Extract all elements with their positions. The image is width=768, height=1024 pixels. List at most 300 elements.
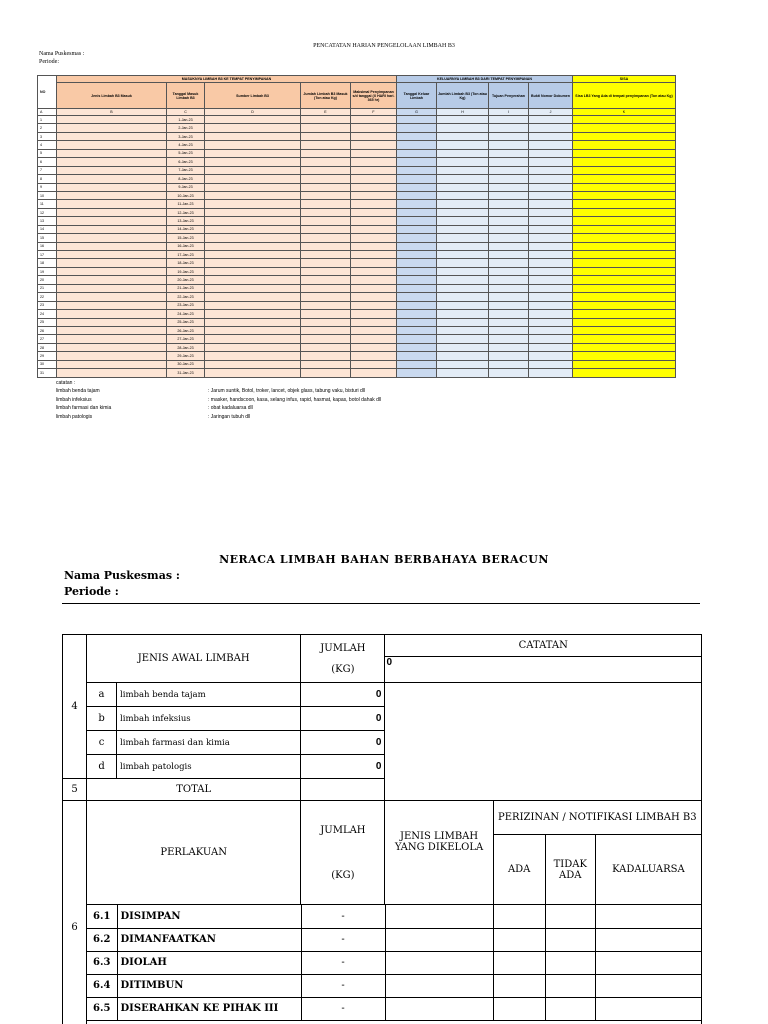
table-cell xyxy=(397,191,437,199)
section4-number: 4 xyxy=(63,635,87,779)
table-cell xyxy=(437,132,489,140)
table-cell xyxy=(351,208,397,216)
item-value: - xyxy=(301,974,385,997)
header-no: NO xyxy=(38,76,57,109)
table-cell xyxy=(529,310,573,318)
note-label: limbah benda tajam xyxy=(56,388,100,394)
table-cell xyxy=(397,343,437,351)
table-cell xyxy=(57,293,167,301)
table-cell xyxy=(205,267,301,275)
table-cell xyxy=(545,974,595,997)
table-cell xyxy=(437,267,489,275)
table-cell xyxy=(489,225,529,233)
table-cell xyxy=(385,928,493,951)
table-cell xyxy=(301,183,351,191)
table-cell xyxy=(595,997,701,1020)
jenis-dikelola-header: JENIS LIMBAH YANG DIKELOLA xyxy=(385,801,493,905)
header-sisa: Sisa LB3 Yang Ada di tempat penyimpanan (Ton atau Kg) xyxy=(573,83,676,109)
table-cell xyxy=(205,200,301,208)
table-cell xyxy=(351,301,397,309)
table-cell xyxy=(489,141,529,149)
table-row xyxy=(38,149,676,157)
table-cell xyxy=(397,242,437,250)
table-cell xyxy=(489,132,529,140)
row-number: 5 xyxy=(38,149,57,157)
table-cell xyxy=(595,905,701,928)
table-cell xyxy=(573,369,676,377)
table-cell xyxy=(489,251,529,259)
table-row xyxy=(38,166,676,174)
table-row xyxy=(38,259,676,267)
table-cell xyxy=(397,293,437,301)
table-cell xyxy=(489,276,529,284)
table-cell xyxy=(529,200,573,208)
column-code: B xyxy=(57,109,167,116)
table-cell xyxy=(437,343,489,351)
table-cell xyxy=(397,200,437,208)
table-cell xyxy=(57,310,167,318)
row-number: 28 xyxy=(38,343,57,351)
table-cell xyxy=(385,974,493,997)
table-row xyxy=(38,141,676,149)
table-row xyxy=(38,191,676,199)
table-cell xyxy=(351,343,397,351)
section6-jumlah-header xyxy=(301,801,385,905)
table-cell xyxy=(397,234,437,242)
row-date: 27-Jan-23 xyxy=(167,335,205,343)
table-cell xyxy=(57,369,167,377)
row-number: 27 xyxy=(38,335,57,343)
item-code: b xyxy=(87,707,117,731)
table-cell xyxy=(57,267,167,275)
table-cell xyxy=(351,191,397,199)
table-cell xyxy=(397,318,437,326)
row-number: 25 xyxy=(38,318,57,326)
row-number: 12 xyxy=(38,208,57,216)
unit-label: (KG) xyxy=(331,869,355,881)
table-cell xyxy=(489,267,529,275)
table-cell xyxy=(397,369,437,377)
table-cell xyxy=(205,141,301,149)
note-label: limbah patologis xyxy=(56,413,93,420)
table-cell xyxy=(301,293,351,301)
row-number: 17 xyxy=(38,251,57,259)
table-cell xyxy=(301,259,351,267)
table-cell xyxy=(205,124,301,132)
table-cell xyxy=(529,318,573,326)
table-cell xyxy=(489,352,529,360)
item-name: limbah infeksius xyxy=(117,707,301,731)
table-cell xyxy=(437,124,489,132)
table-cell xyxy=(351,132,397,140)
table-cell xyxy=(301,369,351,377)
row-date: 6-Jan-23 xyxy=(167,158,205,166)
table-cell xyxy=(489,259,529,267)
table-cell xyxy=(493,974,545,997)
row-date: 7-Jan-23 xyxy=(167,166,205,174)
table-cell xyxy=(573,183,676,191)
table-cell xyxy=(529,293,573,301)
item-value: - xyxy=(301,905,385,928)
table-cell xyxy=(573,360,676,368)
table-cell xyxy=(301,343,351,351)
header-sumber: Sumber Limbah B3 xyxy=(205,83,301,109)
row-date: 13-Jan-23 xyxy=(167,217,205,225)
row-date: 3-Jan-23 xyxy=(167,132,205,140)
item-name: limbah patologis xyxy=(117,755,301,779)
table-cell xyxy=(397,208,437,216)
kadaluarsa-header: KADALUARSA xyxy=(595,835,701,905)
header-maksimal: Maksimal Penyimpanan s/d tanggal (X HARI hari. 365 hr) xyxy=(351,83,397,109)
table-cell xyxy=(397,132,437,140)
table-row xyxy=(38,343,676,351)
table-cell xyxy=(205,217,301,225)
table-cell xyxy=(351,141,397,149)
table-row xyxy=(38,175,676,183)
table-cell xyxy=(397,326,437,334)
column-code: I xyxy=(489,109,529,116)
table-cell xyxy=(57,284,167,292)
table-cell xyxy=(351,251,397,259)
table-cell xyxy=(573,149,676,157)
table-cell xyxy=(573,251,676,259)
item-value: - xyxy=(301,951,385,974)
table-cell xyxy=(301,116,351,124)
table-row xyxy=(38,352,676,360)
row-date: 19-Jan-23 xyxy=(167,267,205,275)
row-date: 14-Jan-23 xyxy=(167,225,205,233)
table-row xyxy=(38,360,676,368)
table-row xyxy=(38,116,676,124)
table-cell xyxy=(397,158,437,166)
table-cell xyxy=(489,183,529,191)
row-number: 21 xyxy=(38,284,57,292)
row-date: 11-Jan-23 xyxy=(167,200,205,208)
table-cell xyxy=(437,191,489,199)
total-value xyxy=(301,779,385,801)
table-cell xyxy=(301,326,351,334)
total-label: TOTAL xyxy=(87,779,301,801)
table-row xyxy=(87,997,701,1020)
table-cell xyxy=(205,149,301,157)
table-cell xyxy=(573,116,676,124)
table-cell xyxy=(397,141,437,149)
table-cell xyxy=(573,301,676,309)
column-code: K xyxy=(573,109,676,116)
header-jumlah-keluar: Jumlah Limbah B3 (Ton atau Kg) xyxy=(437,83,489,109)
table-cell xyxy=(351,293,397,301)
table-cell xyxy=(529,352,573,360)
row-number: 19 xyxy=(38,267,57,275)
table-cell xyxy=(595,928,701,951)
table-cell xyxy=(301,141,351,149)
table-cell xyxy=(57,116,167,124)
table-cell xyxy=(205,242,301,250)
table-cell xyxy=(57,259,167,267)
table-cell xyxy=(57,242,167,250)
table-cell xyxy=(205,259,301,267)
table-cell xyxy=(205,234,301,242)
item-value: 0 xyxy=(301,755,385,779)
table-cell xyxy=(301,242,351,250)
table-cell xyxy=(57,149,167,157)
table-cell xyxy=(545,905,595,928)
table-cell xyxy=(437,242,489,250)
table-cell xyxy=(573,208,676,216)
table-cell xyxy=(397,225,437,233)
item-name: DIMANFAATKAN xyxy=(117,928,301,951)
table-cell xyxy=(529,242,573,250)
table-cell xyxy=(489,200,529,208)
row-number: 10 xyxy=(38,191,57,199)
table-cell xyxy=(489,301,529,309)
item-value: 0 xyxy=(301,683,385,707)
column-code: F xyxy=(351,109,397,116)
row-number: 9 xyxy=(38,183,57,191)
table-cell xyxy=(573,326,676,334)
item-code: 6.4 xyxy=(87,974,117,997)
table-cell xyxy=(397,259,437,267)
row-date: 8-Jan-23 xyxy=(167,175,205,183)
table-cell xyxy=(489,310,529,318)
table-cell xyxy=(397,166,437,174)
table-cell xyxy=(573,284,676,292)
table-row xyxy=(38,293,676,301)
table-cell xyxy=(529,335,573,343)
table-cell xyxy=(205,369,301,377)
table-cell xyxy=(351,166,397,174)
table-cell xyxy=(437,335,489,343)
table-cell xyxy=(489,318,529,326)
item-code: c xyxy=(87,731,117,755)
table-cell xyxy=(57,360,167,368)
perlakuan-table xyxy=(87,905,701,1021)
row-date: 2-Jan-23 xyxy=(167,124,205,132)
table-cell xyxy=(529,251,573,259)
table-cell xyxy=(573,175,676,183)
table-cell xyxy=(397,183,437,191)
row-date: 17-Jan-23 xyxy=(167,251,205,259)
row-number: 4 xyxy=(38,141,57,149)
table-cell xyxy=(301,301,351,309)
table-cell xyxy=(397,251,437,259)
table-row xyxy=(38,225,676,233)
table-cell xyxy=(437,217,489,225)
table-cell xyxy=(351,225,397,233)
table-cell xyxy=(205,191,301,199)
item-name: DITIMBUN xyxy=(117,974,301,997)
table-cell xyxy=(301,149,351,157)
header-bukti: Bukti Nomor Dokumen xyxy=(529,83,573,109)
table-cell xyxy=(573,132,676,140)
column-code: D xyxy=(205,109,301,116)
row-date: 15-Jan-23 xyxy=(167,234,205,242)
table-cell xyxy=(529,234,573,242)
row-number: 29 xyxy=(38,352,57,360)
table-cell xyxy=(205,284,301,292)
item-code: d xyxy=(87,755,117,779)
item-value: 0 xyxy=(301,707,385,731)
neraca-title: NERACA LIMBAH BAHAN BERBAHAYA BERACUN xyxy=(219,553,549,566)
table-cell xyxy=(529,191,573,199)
table-cell xyxy=(529,343,573,351)
header-tanggal-masuk: Tanggal Masuk Limbah B3 xyxy=(167,83,205,109)
divider xyxy=(62,603,700,604)
table-cell xyxy=(529,183,573,191)
table-row xyxy=(38,276,676,284)
table-row xyxy=(38,242,676,250)
table-cell xyxy=(301,335,351,343)
table-cell xyxy=(351,183,397,191)
table-cell xyxy=(573,166,676,174)
row-date: 1-Jan-23 xyxy=(167,116,205,124)
table-cell xyxy=(351,326,397,334)
table-cell xyxy=(437,352,489,360)
table-cell xyxy=(437,175,489,183)
table-cell xyxy=(437,284,489,292)
row-date: 29-Jan-23 xyxy=(167,352,205,360)
group-header-keluar: KELUARNYA LIMBAH B3 DARI TEMPAT PENYIMPANAN xyxy=(397,76,573,83)
table-cell xyxy=(489,175,529,183)
table-cell xyxy=(529,116,573,124)
table-row xyxy=(38,326,676,334)
table-cell xyxy=(57,175,167,183)
table-cell xyxy=(573,141,676,149)
table-cell xyxy=(351,234,397,242)
table-cell xyxy=(573,343,676,351)
table-cell xyxy=(529,284,573,292)
table-cell xyxy=(437,116,489,124)
header-tujuan: Tujuan Penyerahan xyxy=(489,83,529,109)
table-cell xyxy=(489,369,529,377)
row-date: 26-Jan-23 xyxy=(167,326,205,334)
table-row xyxy=(38,124,676,132)
table-cell xyxy=(397,267,437,275)
table-cell xyxy=(493,928,545,951)
header-tanggal-keluar: Tanggal Keluar Limbah xyxy=(397,83,437,109)
jumlah-label: JUMLAH xyxy=(320,642,366,654)
item-name: DIOLAH xyxy=(117,951,301,974)
table-cell xyxy=(529,208,573,216)
table-cell xyxy=(573,310,676,318)
table-row xyxy=(38,251,676,259)
table-cell xyxy=(529,141,573,149)
table-cell xyxy=(205,360,301,368)
table-cell xyxy=(205,175,301,183)
item-value: - xyxy=(301,997,385,1020)
table-cell xyxy=(205,158,301,166)
table-row xyxy=(38,369,676,377)
table-cell xyxy=(489,343,529,351)
table-row xyxy=(38,284,676,292)
table-cell xyxy=(529,369,573,377)
table-cell xyxy=(529,149,573,157)
table-cell xyxy=(489,293,529,301)
table-row xyxy=(38,132,676,140)
header-jumlah-masuk: Jumlah Limbah B3 Masuk (Ton atau Kg) xyxy=(301,83,351,109)
table-row xyxy=(38,158,676,166)
row-date: 28-Jan-23 xyxy=(167,343,205,351)
table-cell xyxy=(489,284,529,292)
table-cell xyxy=(529,158,573,166)
table-cell xyxy=(301,191,351,199)
item-code: 6.1 xyxy=(87,905,117,928)
table-cell xyxy=(493,997,545,1020)
table-cell xyxy=(351,116,397,124)
table-cell xyxy=(573,267,676,275)
table-cell xyxy=(205,276,301,284)
row-number: 8 xyxy=(38,175,57,183)
item-value: 0 xyxy=(301,731,385,755)
table-cell xyxy=(301,208,351,216)
row-date: 18-Jan-23 xyxy=(167,259,205,267)
row-number: 26 xyxy=(38,326,57,334)
row-date: 30-Jan-23 xyxy=(167,360,205,368)
table-row xyxy=(38,267,676,275)
table-cell xyxy=(529,301,573,309)
table-cell xyxy=(437,369,489,377)
table-cell xyxy=(397,335,437,343)
table-row xyxy=(38,234,676,242)
table-cell xyxy=(57,352,167,360)
table-cell xyxy=(397,360,437,368)
group-header-masuk: MASUKNYA LIMBAH B3 KE TEMPAT PENYIMPANAN xyxy=(57,76,397,83)
table-cell xyxy=(301,225,351,233)
catatan-cell xyxy=(385,635,702,683)
table-cell xyxy=(385,997,493,1020)
table-cell xyxy=(351,310,397,318)
row-date: 22-Jan-23 xyxy=(167,293,205,301)
column-code: H xyxy=(437,109,489,116)
table-cell xyxy=(205,116,301,124)
row-date: 23-Jan-23 xyxy=(167,301,205,309)
note-label: limbah infeksius xyxy=(56,396,92,403)
table-cell xyxy=(437,166,489,174)
table-cell xyxy=(301,360,351,368)
item-name: DISERAHKAN KE PIHAK III xyxy=(117,997,301,1020)
table-cell xyxy=(57,326,167,334)
column-code: J xyxy=(529,109,573,116)
table-cell xyxy=(489,242,529,250)
table-cell xyxy=(397,301,437,309)
neraca-name-label: Nama Puskesmas : xyxy=(64,569,180,582)
section5-number: 5 xyxy=(63,779,87,801)
table-cell xyxy=(205,166,301,174)
row-number: 13 xyxy=(38,217,57,225)
table-cell xyxy=(205,318,301,326)
period-label: Periode: xyxy=(39,59,59,65)
table-cell xyxy=(529,217,573,225)
table-cell xyxy=(351,175,397,183)
group-header-sisa: SISA xyxy=(573,76,676,83)
table-cell xyxy=(205,132,301,140)
table-cell xyxy=(351,335,397,343)
table-cell xyxy=(437,149,489,157)
daily-log-title: PENCATATAN HARIAN PENGELOLAAN LIMBAH B3 xyxy=(313,43,455,49)
column-code: C xyxy=(167,109,205,116)
table-cell xyxy=(397,149,437,157)
catatan-header: CATATAN xyxy=(385,635,701,657)
note-description: : Jaringan tubuh dll xyxy=(208,413,251,420)
table-cell xyxy=(205,310,301,318)
table-cell xyxy=(437,259,489,267)
table-cell xyxy=(573,293,676,301)
table-row xyxy=(87,974,701,997)
row-number: 3 xyxy=(38,132,57,140)
table-cell xyxy=(545,997,595,1020)
table-cell xyxy=(301,166,351,174)
table-cell xyxy=(573,225,676,233)
